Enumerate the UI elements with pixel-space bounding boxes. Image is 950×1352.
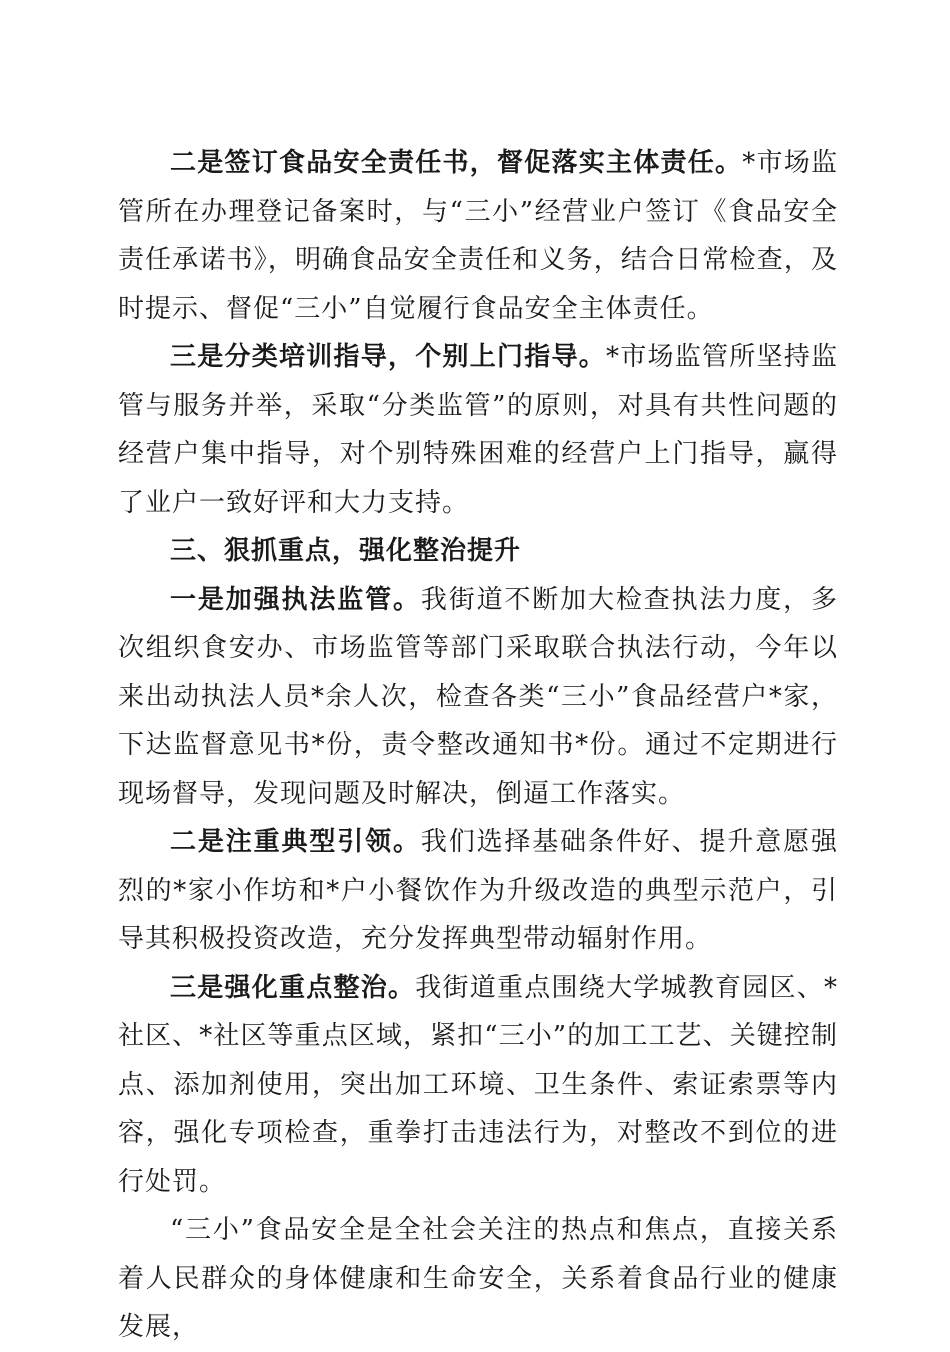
- paragraph-lead: 三是强化重点整治。: [170, 972, 416, 1003]
- paragraph-lead: 三是分类培训指导，个别上门指导。: [170, 342, 606, 372]
- paragraph-typical-demonstration: [118, 818, 838, 964]
- document-body: [118, 139, 838, 1352]
- paragraph-text: 我街道不断加大检查执法力度，多次组织食安办、市场监管等部门采取联合执法行动，今年以来出动执法人员*余人次，检查各类“三小”食品经营户*家，下达监督意见书*份，责令整改通知书*份。通过不定期进行现场督导，发现问题及时解决，倒逼工作落实。: [118, 584, 838, 809]
- paragraph-lead: 二是签订食品安全责任书，督促落实主体责任。: [170, 148, 743, 178]
- paragraph-training-guidance: [118, 333, 838, 527]
- paragraph-text: 我街道重点围绕大学城教育园区、*社区、*社区等重点区域，紧扣“三小”的加工工艺、关键控制点、添加剂使用，突出加工环境、卫生条件、索证索票等内容，强化专项检查，重拳打击违法行为，对整改不到位的进行处罚。: [118, 972, 838, 1197]
- paragraph-key-rectification: [118, 964, 838, 1207]
- paragraph-closing: “三小”食品安全是全社会关注的热点和焦点，直接关系着人民群众的身体健康和生命安全，关系着食品行业的健康发展，: [118, 1215, 838, 1342]
- paragraph-text: 我们选择基础条件好、提升意愿强烈的*家小作坊和*户小餐饮作为升级改造的典型示范户，引导其积极投资改造，充分发挥典型带动辐射作用。: [118, 827, 838, 954]
- paragraph-text: *市场监管所在办理登记备案时，与“三小”经营业户签订《食品安全责任承诺书》，明确食品安全责任和义务，结合日常检查，及时提示、督促“三小”自觉履行食品安全主体责任。: [118, 148, 838, 324]
- paragraph-lead: 一是加强执法监管。: [170, 584, 421, 615]
- paragraph-text: *市场监管所坚持监管与服务并举，采取“分类监管”的原则，对具有共性问题的经营户集中指导，对个别特殊困难的经营户上门指导，赢得了业户一致好评和大力支持。: [118, 342, 838, 518]
- paragraph-lead: 二是注重典型引领。: [170, 827, 421, 857]
- section-heading: 三、狠抓重点，强化整治提升: [170, 536, 522, 566]
- paragraph-enforcement: [118, 576, 838, 819]
- paragraph-responsibility-letter: [118, 139, 838, 333]
